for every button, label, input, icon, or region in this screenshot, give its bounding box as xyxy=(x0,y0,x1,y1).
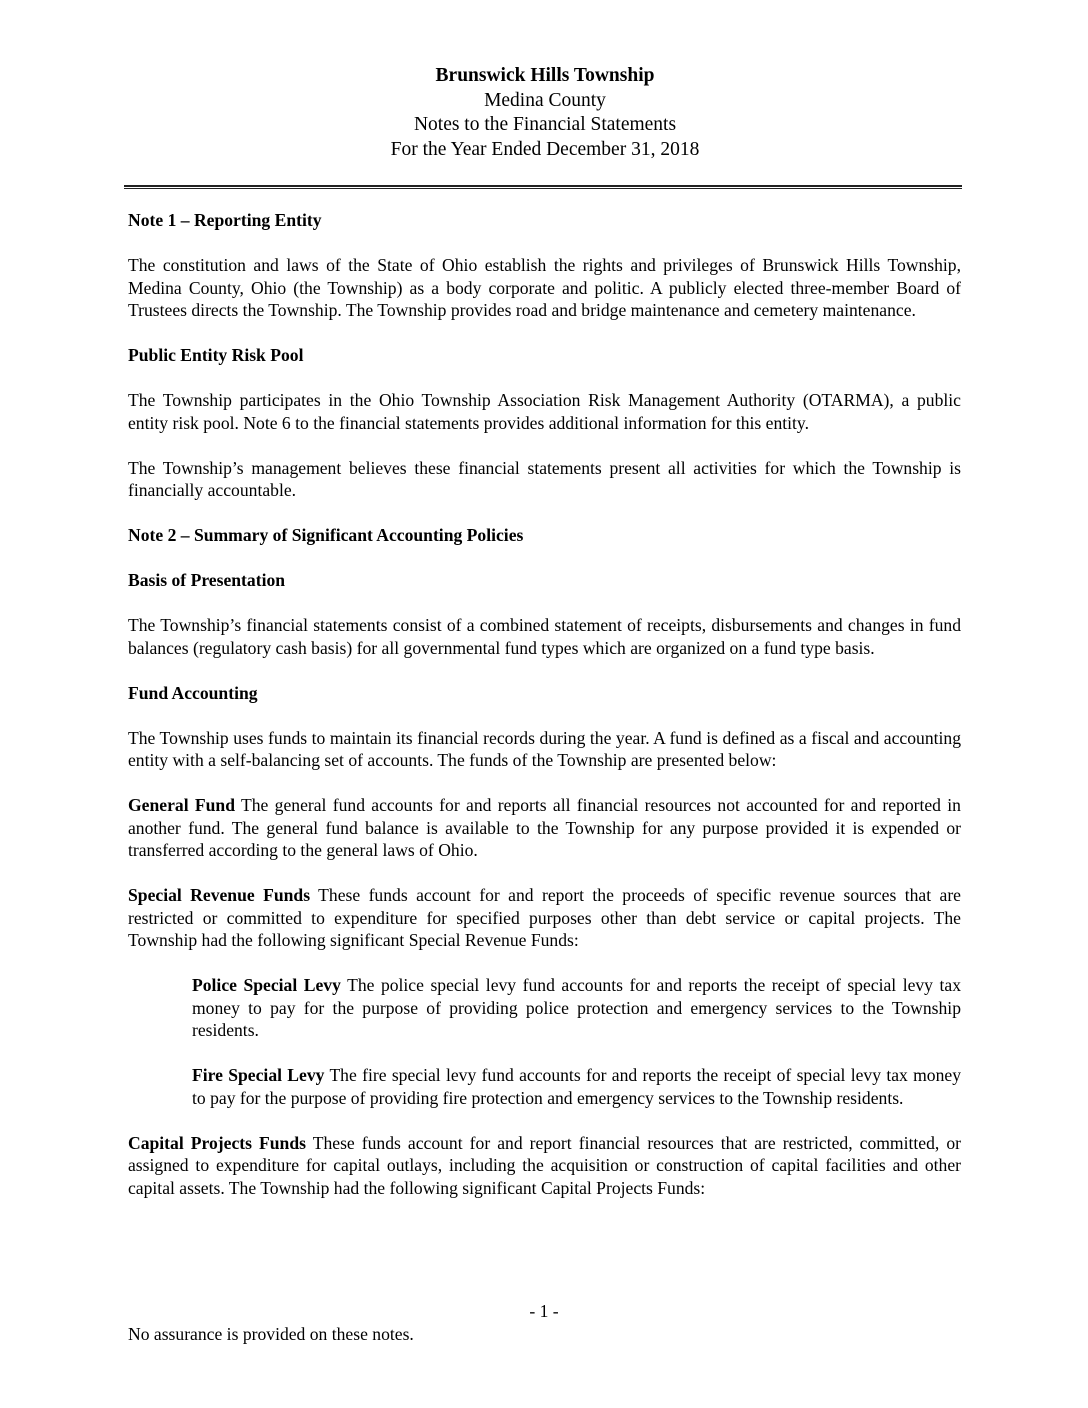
document-header xyxy=(128,64,962,162)
general-fund-text: The general fund accounts for and reports all financial resources not accounted for and reported in another fund. The general fund balance is available to the Township for any purpose provided it is expended or transferred according to the general laws of Ohio. xyxy=(128,795,961,860)
capital-projects-paragraph xyxy=(128,1132,961,1200)
note1-paragraph: The constitution and laws of the State of Ohio establish the rights and privileges of Brunswick Hills Township, Medina County, Ohio (the Township) as a body corporate and politic. A publicly elected three-member Board of Trustees directs the Township. The Township provides road and bridge maintenance and cemetery maintenance. xyxy=(128,255,961,320)
fire-levy-paragraph xyxy=(192,1064,961,1109)
header-divider xyxy=(124,185,962,189)
county-name: Medina County xyxy=(484,89,606,111)
document-body xyxy=(128,209,961,1222)
risk-pool-heading: Public Entity Risk Pool xyxy=(128,345,304,365)
special-revenue-label: Special Revenue Funds xyxy=(128,885,311,905)
special-revenue-text: These funds account for and report the proceeds of specific revenue sources that are restricted or committed to expenditure for specified purposes other than debt service or capital projects. The Township had the following significant Special Revenue Funds: xyxy=(128,885,961,950)
general-fund-paragraph xyxy=(128,794,961,862)
reporting-period: For the Year Ended December 31, 2018 xyxy=(390,138,700,160)
police-levy-label: Police Special Levy xyxy=(192,975,341,995)
risk-pool-paragraph-2: The Township’s management believes these financial statements present all activities for which the Township is financially accountable. xyxy=(128,457,961,500)
note1-heading: Note 1 – Reporting Entity xyxy=(128,210,322,230)
basis-heading: Basis of Presentation xyxy=(128,570,286,590)
capital-projects-text: These funds account for and report financial resources that are restricted, committed, or assigned to expenditure for capital outlays, including the acquisition or construction of capital facilities and other capital assets. The Township had the following significant Capital Projects Funds: xyxy=(128,1132,961,1198)
page-number: - 1 - xyxy=(529,1301,559,1321)
fire-levy-text: The fire special levy fund accounts for and reports the receipt of special levy tax money to pay for the purpose of providing fire protection and emergency services to the Township residents. xyxy=(192,1065,962,1108)
capital-projects-label: Capital Projects Funds xyxy=(128,1132,306,1153)
general-fund-label: General Fund xyxy=(128,795,235,815)
police-levy-text: The police special levy fund accounts for and reports the receipt of special levy tax money to pay for the purpose of providing police protection and emergency services to the Township residents. xyxy=(192,975,961,1040)
basis-paragraph: The Township’s financial statements consist of a combined statement of receipts, disbursements and changes in fund balances (regulatory cash basis) for all governmental fund types which are organized on a fund type basis. xyxy=(128,615,961,658)
fund-accounting-paragraph: The Township uses funds to maintain its financial records during the year. A fund is defined as a fiscal and accounting entity with a self-balancing set of accounts. The funds of the Township are presented below: xyxy=(128,727,961,770)
fund-accounting-heading: Fund Accounting xyxy=(128,682,258,703)
footer-disclaimer: No assurance is provided on these notes. xyxy=(128,1324,414,1344)
fire-levy-label: Fire Special Levy xyxy=(192,1065,325,1085)
risk-pool-paragraph-1: The Township participates in the Ohio Township Association Risk Management Authority (OTARMA), a public entity risk pool. Note 6 to the financial statements provides additional information for this entity. xyxy=(128,390,961,433)
police-levy-paragraph xyxy=(192,974,961,1042)
note2-heading: Note 2 – Summary of Significant Accounting Policies xyxy=(128,525,524,545)
document-subtitle: Notes to the Financial Statements xyxy=(413,114,677,135)
entity-title: Brunswick Hills Township xyxy=(435,65,655,86)
special-revenue-paragraph xyxy=(128,884,961,952)
